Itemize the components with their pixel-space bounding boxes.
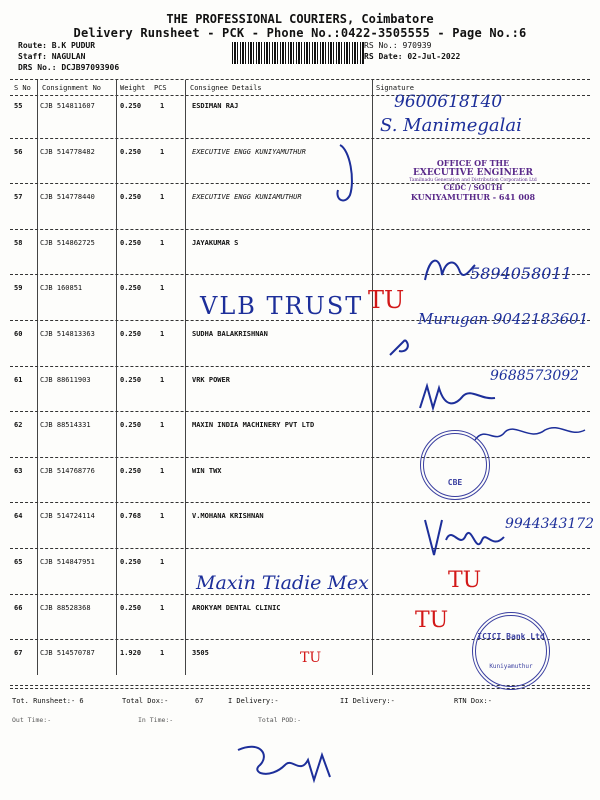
handwritten-mark: TU — [300, 650, 322, 666]
signature-scribble — [420, 250, 480, 290]
row-consignment: CJB 514862725 — [40, 238, 95, 247]
row-sno: 64 — [14, 512, 23, 521]
runsheet-subtitle: Delivery Runsheet - PCK - Phone No.:0422-3505555 - Page No.:6 — [73, 26, 527, 40]
header-rule-bottom — [10, 95, 590, 96]
row-pcs: 1 — [160, 284, 165, 293]
handwritten-signature: S. Manimegalai — [380, 115, 522, 136]
barcode — [232, 42, 364, 64]
stamp-line: Tamilnadu Generation and Distribution Corporation Ltd — [409, 178, 537, 183]
ii-delivery: II Delivery:- — [340, 697, 395, 705]
handwritten-name: Maxin Tiadie Mex — [196, 572, 369, 594]
row-consignee: 3505 — [192, 649, 209, 658]
row-pcs: 1 — [160, 330, 165, 338]
stamp-line: EXECUTIVE ENGINEER — [412, 168, 533, 178]
row-consignment: CJB 514778440 — [40, 193, 95, 202]
stamp-text: Kuniyamuthur — [489, 663, 533, 670]
row-consignment: CJB 88528368 — [40, 603, 91, 612]
row-consignment: CJB 88514331 — [40, 421, 91, 430]
row-weight: 1.920 — [120, 649, 142, 658]
col-header-weight: Weight — [120, 84, 146, 92]
col-header-consignment: Consignment No — [42, 84, 102, 92]
handwritten-phone: 9600618140 — [394, 92, 503, 112]
row-pcs: 1 — [160, 102, 165, 110]
in-time: In Time:- — [138, 716, 174, 724]
icici-bank-stamp — [472, 612, 550, 690]
handwritten-phone: 9944343172 — [505, 516, 595, 532]
staff-label: Staff: NAGULAN — [18, 52, 86, 61]
row-consignee: EXECUTIVE ENGG KUNIYAMUTHUR — [192, 147, 306, 156]
row-weight: 0.768 — [120, 512, 142, 521]
row-pcs: 1 — [160, 375, 165, 384]
stamp-text: CBE — [447, 478, 463, 487]
row-sno: 57 — [14, 193, 23, 202]
row-weight: 0.250 — [120, 466, 142, 475]
row-sno: 63 — [14, 466, 23, 475]
total-dox-label: Total Dox:- — [122, 697, 169, 705]
row-weight: 0.250 — [120, 238, 142, 247]
column-line — [37, 80, 38, 675]
handwritten-phone: 9688573092 — [490, 368, 580, 384]
drs-number: DRS No.: DCJB97093906 — [18, 63, 120, 72]
signature-scribble — [420, 515, 510, 565]
row-pcs: 1 — [160, 466, 165, 475]
row-separator — [10, 457, 590, 458]
stamp-line: OFFICE OF THE — [436, 158, 510, 168]
row-consignee: ESDIMAN RAJ — [192, 102, 239, 110]
row-weight: 0.250 — [120, 284, 142, 293]
row-separator — [10, 502, 590, 503]
row-weight: 0.250 — [120, 330, 142, 338]
row-separator — [10, 366, 590, 367]
row-consignee: MAXIN INDIA MACHINERY PVT LTD — [192, 421, 315, 430]
stamp-text: ICICI Bank Ltd — [477, 632, 545, 641]
row-sno: 60 — [14, 330, 23, 338]
row-weight: 0.250 — [120, 603, 142, 612]
row-consignee: VRK POWER — [192, 375, 230, 384]
stamp-line: CEDC / SOUTH — [443, 183, 503, 192]
col-header-sno: S No — [14, 84, 31, 92]
row-consignee: EXECUTIVE ENGG KUNIAMUTHUR — [192, 193, 302, 202]
signature-scribble — [385, 335, 415, 360]
row-pcs: 1 — [160, 238, 165, 247]
row-consignee: JAYAKUMAR S — [192, 238, 239, 247]
row-weight: 0.250 — [120, 421, 142, 430]
executive-engineer-stamp — [398, 158, 548, 202]
row-consignment: CJB 514813363 — [40, 330, 95, 338]
rs-date: RS Date: 02-Jul-2022 — [364, 52, 461, 61]
column-line — [185, 80, 186, 675]
row-consignment: CJB 514811607 — [40, 102, 95, 110]
signature-scribble — [470, 420, 590, 450]
row-pcs: 1 — [160, 649, 165, 658]
row-consignment: CJB 514768776 — [40, 466, 95, 475]
handwritten-phone: Murugan 9042183601 — [418, 310, 589, 328]
row-weight: 0.250 — [120, 147, 142, 156]
signature-scribble — [415, 378, 505, 418]
row-consignee: V.MOHANA KRISHNAN — [192, 512, 264, 521]
row-sno: 56 — [14, 147, 23, 156]
handwritten-name: VLB TRUST — [200, 292, 364, 320]
row-consignment: CJB 514847951 — [40, 558, 95, 566]
row-weight: 0.250 — [120, 102, 142, 110]
row-sno: 62 — [14, 421, 23, 430]
row-consignee: WIN TWX — [192, 466, 222, 475]
handwritten-mark: TU — [448, 568, 482, 593]
row-consignment: CJB 514778482 — [40, 147, 95, 156]
row-consignment: CJB 88611903 — [40, 375, 91, 384]
signature-scribble — [230, 735, 340, 790]
handwritten-mark: TU — [415, 608, 449, 633]
row-consignment: CJB 514724114 — [40, 512, 95, 521]
stamp-line: KUNIYAMUTHUR - 641 008 — [410, 192, 536, 202]
row-pcs: 1 — [160, 193, 165, 202]
i-delivery: I Delivery:- — [228, 697, 279, 705]
runsheet-title: THE PROFESSIONAL COURIERS, Coimbatore — [166, 12, 434, 26]
column-line — [372, 80, 373, 675]
handwritten-mark: TU — [368, 286, 405, 314]
rs-number: RS No.: 970939 — [364, 41, 432, 50]
row-sno: 65 — [14, 558, 23, 566]
row-consignment: CJB 160851 — [40, 284, 83, 293]
total-dox-value: 67 — [195, 697, 204, 705]
out-time: Out Time:- — [12, 716, 52, 724]
row-pcs: 1 — [160, 512, 165, 521]
tot-runsheet: Tot. Runsheet:- 6 — [12, 697, 84, 705]
row-weight: 0.250 — [120, 558, 142, 566]
col-header-pcs: PCS — [154, 84, 167, 92]
row-sno: 66 — [14, 603, 23, 612]
col-header-consignee: Consignee Details — [190, 84, 262, 92]
signature-scribble — [330, 140, 370, 210]
cbe-round-stamp — [420, 430, 490, 500]
row-weight: 0.250 — [120, 193, 142, 202]
row-separator — [10, 138, 590, 139]
column-line — [116, 80, 117, 675]
header-rule — [10, 79, 590, 80]
row-sno: 67 — [14, 649, 23, 658]
row-separator — [10, 229, 590, 230]
row-pcs: 1 — [160, 603, 165, 612]
col-header-signature: Signature — [376, 84, 414, 92]
row-sno: 58 — [14, 238, 23, 247]
row-sno: 61 — [14, 375, 23, 384]
handwritten-phone: 5894058011 — [470, 264, 572, 283]
row-weight: 0.250 — [120, 375, 142, 384]
route-label: Route: B.K PUDUR — [18, 41, 96, 50]
rtn-dox: RTN Dox:- — [454, 697, 492, 705]
row-pcs: 1 — [160, 147, 165, 156]
total-pod: Total POD:- — [258, 716, 302, 724]
row-sno: 59 — [14, 284, 23, 293]
row-consignee: AROKYAM DENTAL CLINIC — [192, 603, 281, 612]
row-pcs: 1 — [160, 421, 165, 430]
row-sno: 55 — [14, 102, 23, 110]
row-consignee: SUDHA BALAKRISHNAN — [192, 330, 268, 338]
row-consignment: CJB 514570787 — [40, 649, 95, 658]
row-pcs: 1 — [160, 558, 165, 566]
